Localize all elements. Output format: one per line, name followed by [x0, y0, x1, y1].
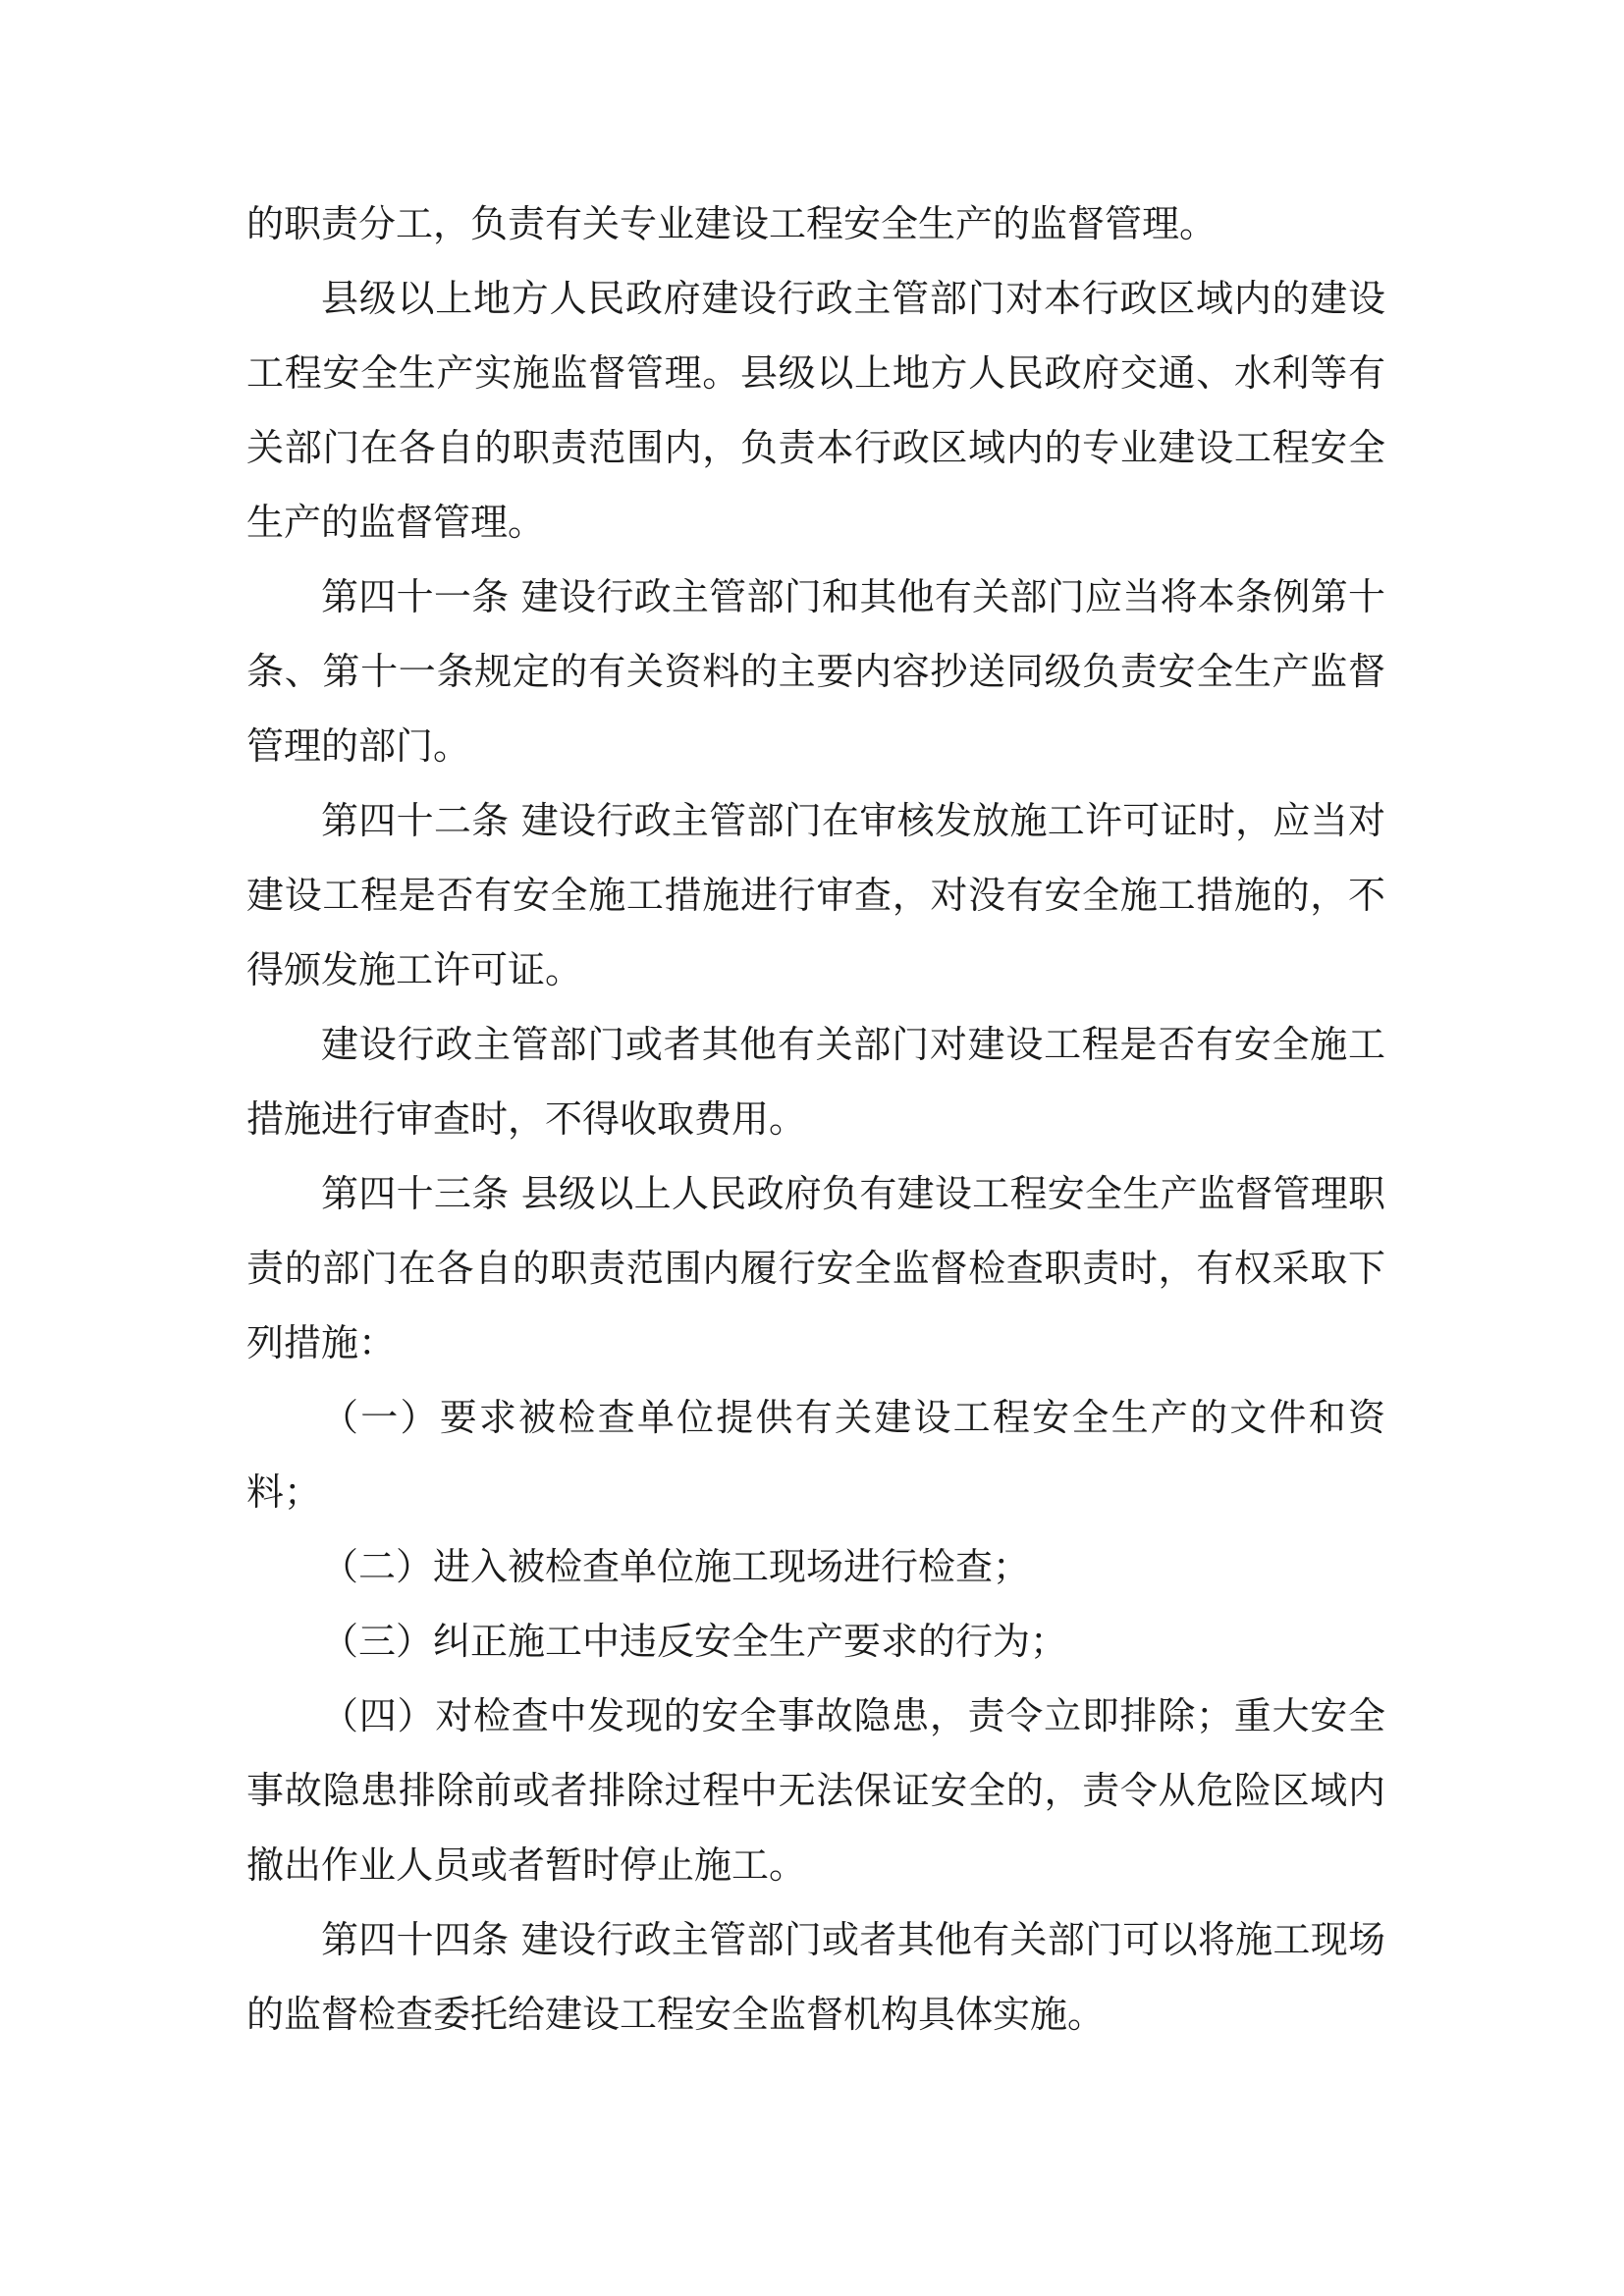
document-body [246, 187, 1385, 2052]
paragraph-article-44: 第四十四条 建设行政主管部门或者其他有关部门可以将施工现场的监督检查委托给建设工程安全监督机构具体实施。 [246, 1918, 1385, 2036]
paragraph-county-supervision: 县级以上地方人民政府建设行政主管部门对本行政区域内的建设工程安全生产实施监督管理。县级以上地方人民政府交通、水利等有关部门在各自的职责范围内，负责本行政区域内的专业建设工程安全生产的监督管理。 [246, 277, 1385, 544]
list-item-2: （二）进入被检查单位施工现场进行检查； [321, 1545, 1031, 1588]
list-item-3: （三）纠正施工中违反安全生产要求的行为； [321, 1620, 1068, 1663]
paragraph-article-42: 第四十二条 建设行政主管部门在审核发放施工许可证时，应当对建设工程是否有安全施工措施进行审查，对没有安全施工措施的，不得颁发施工许可证。 [246, 799, 1385, 991]
paragraph-article-41: 第四十一条 建设行政主管部门和其他有关部门应当将本条例第十条、第十一条规定的有关资料的主要内容抄送同级负责安全生产监督管理的部门。 [246, 575, 1385, 768]
list-item-1: （一）要求被检查单位提供有关建设工程安全生产的文件和资料； [246, 1396, 1385, 1514]
list-item-4: （四）对检查中发现的安全事故隐患，责令立即排除；重大安全事故隐患排除前或者排除过程中无法保证安全的，责令从危险区域内撤出作业人员或者暂时停止施工。 [246, 1694, 1385, 1887]
paragraph-no-fees: 建设行政主管部门或者其他有关部门对建设工程是否有安全施工措施进行审查时，不得收取费用。 [246, 1023, 1385, 1141]
paragraph-continuation: 的职责分工，负责有关专业建设工程安全生产的监督管理。 [246, 202, 1218, 245]
paragraph-article-43: 第四十三条 县级以上人民政府负有建设工程安全生产监督管理职责的部门在各自的职责范围内履行安全监督检查职责时，有权采取下列措施： [246, 1172, 1385, 1364]
